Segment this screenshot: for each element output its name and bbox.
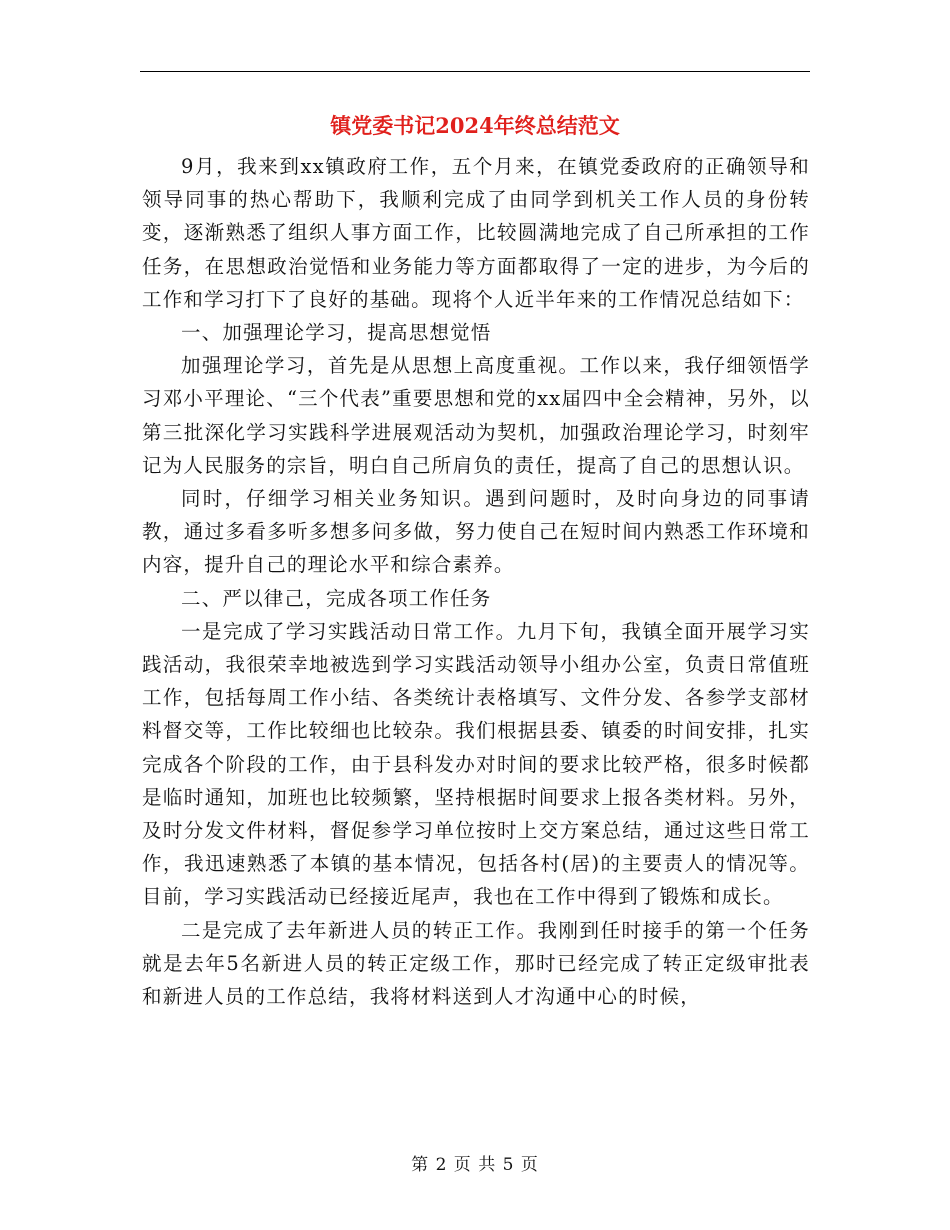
header-rule: [140, 71, 810, 72]
paragraph-practice-activity: 一是完成了学习实践活动日常工作。九月下旬，我镇全面开展学习实践活动，我很荣幸地被选到学习实践活动领导小组办公室，负责日常值班工作，包括每周工作小结、各类统计表格填写、文件分发、各参学支部材料督交等，工作比较细也比较杂。我们根据县委、镇委的时间安排，扎实完成各个阶段的工作，由于县科发办对时间的要求比较严格，很多时候都是临时通知，加班也比较频繁，坚持根据时间要求上报各类材料。另外，及时分发文件材料，督促参学习单位按时上交方案总结，通过这些日常工作，我迅速熟悉了本镇的基本情况，包括各村(居)的主要责人的情况等。目前，学习实践活动已经接近尾声，我也在工作中得到了锻炼和成长。: [142, 619, 810, 909]
section-heading-1: 一、加强理论学习，提高思想觉悟: [181, 321, 492, 345]
paragraph-theory-study: 加强理论学习，首先是从思想上高度重视。工作以来，我仔细领悟学习邓小平理论、“三个代表”重要思想和党的xx届四中全会精神，另外，以第三批深化学习实践科学进展观活动为契机，加强政治理论学习，时刻牢记为人民服务的宗旨，明白自己所肩负的责任，提高了自己的思想认识。: [142, 354, 810, 477]
document-body: [142, 150, 810, 1013]
paragraph-staff-regularization: 二是完成了去年新进人员的转正工作。我刚到任时接手的第一个任务就是去年5名新进人员的转正定级工作，那时已经完成了转正定级审批表和新进人员的工作总结，我将材料送到人才沟通中心的时候，: [142, 918, 810, 1009]
paragraph-business-study: 同时，仔细学习相关业务知识。遇到问题时，及时向身边的同事请教，通过多看多听多想多问多做，努力使自己在短时间内熟悉工作环境和内容，提升自己的理论水平和综合素养。: [142, 487, 810, 577]
paragraph-intro: 9月，我来到xx镇政府工作，五个月来，在镇党委政府的正确领导和领导同事的热心帮助下，我顺利完成了由同学到机关工作人员的身份转变，逐渐熟悉了组织人事方面工作，比较圆满地完成了自己所承担的工作任务，在思想政治觉悟和业务能力等方面都取得了一定的进步，为今后的工作和学习打下了良好的基础。现将个人近半年来的工作情况总结如下：: [142, 155, 810, 311]
document-title: 镇党委书记2024年终总结范文: [330, 113, 620, 138]
page-number-footer: 第 2 页 共 5 页: [411, 1155, 539, 1175]
section-heading-2: 二、严以律己，完成各项工作任务: [181, 586, 492, 610]
